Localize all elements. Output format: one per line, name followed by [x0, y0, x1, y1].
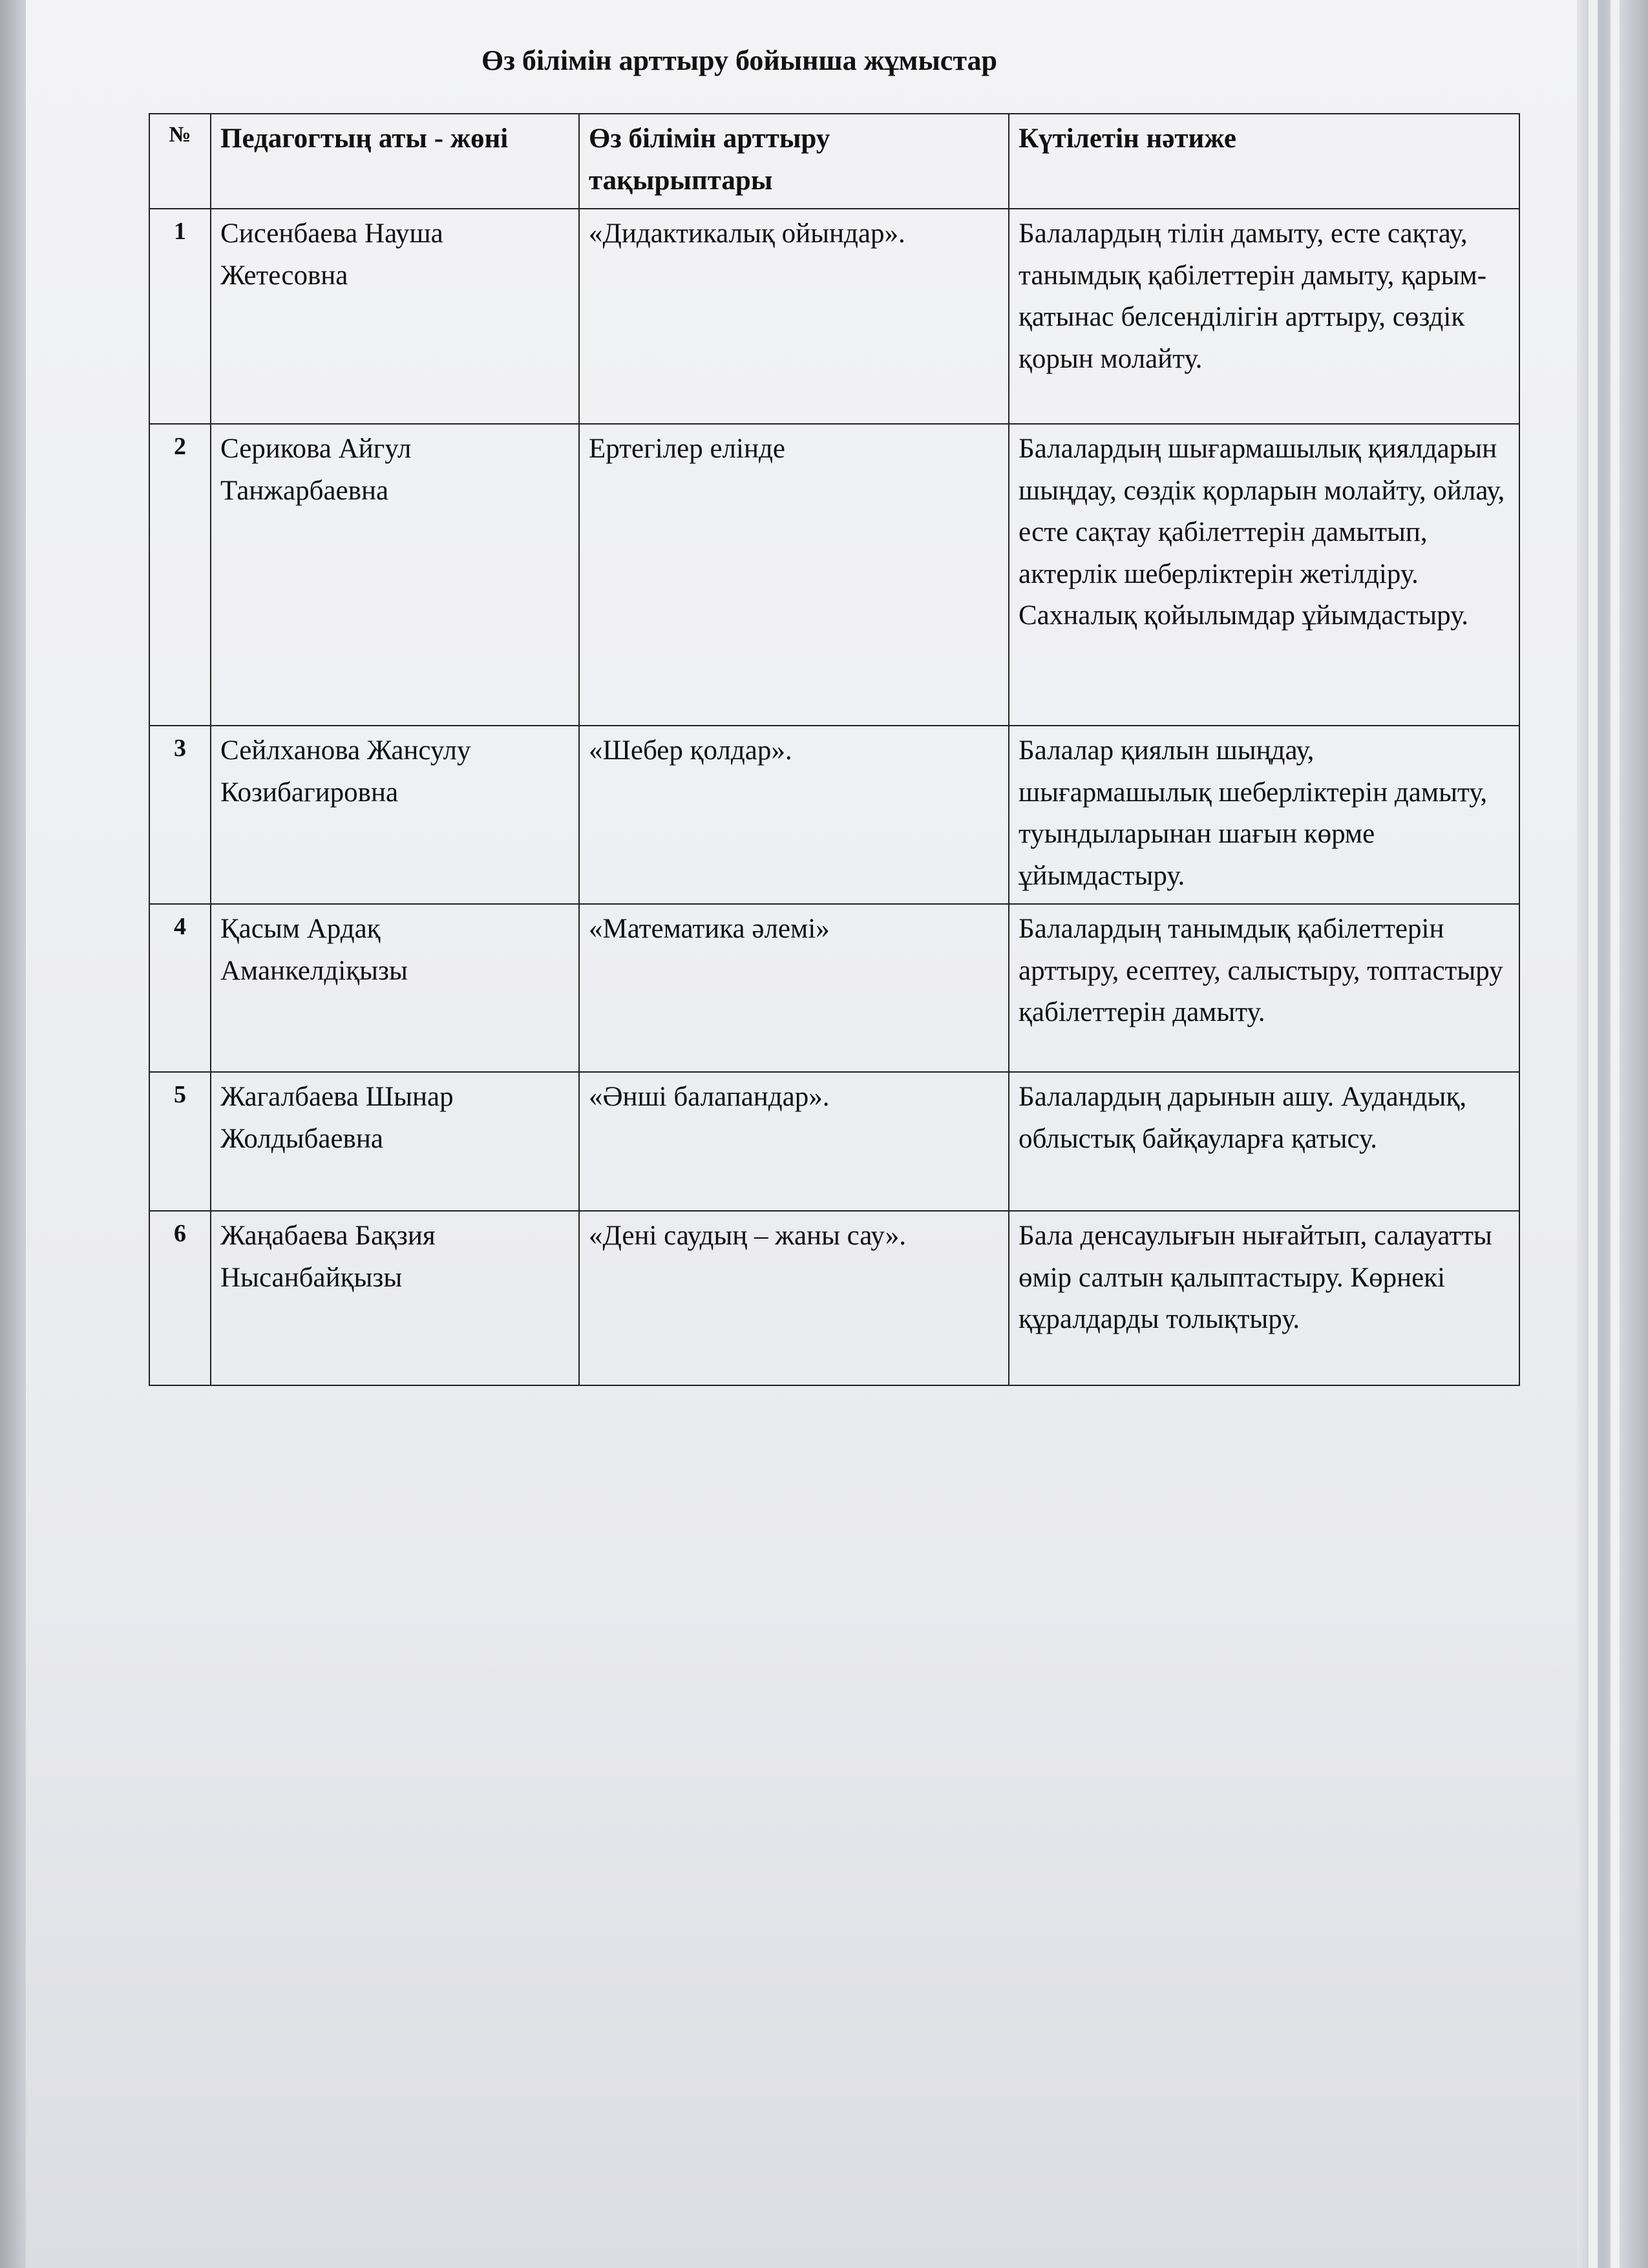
- table-row: [149, 904, 1519, 1072]
- page-edge-strip: [1611, 0, 1620, 2268]
- self-education-table: [149, 113, 1520, 1386]
- row-number: 2: [149, 424, 211, 726]
- row-number: 5: [149, 1072, 211, 1211]
- expected-result: Балалардың дарынын ашу. Аудандық, облыстық байқауларға қатысу.: [1009, 1072, 1519, 1211]
- row-number: 3: [149, 726, 211, 904]
- row-number: 4: [149, 904, 211, 1072]
- teacher-name: Жаңабаева Бақзия Нысанбайқызы: [211, 1211, 579, 1385]
- table-row: [149, 424, 1519, 726]
- topic: «Дені саудың – жаны сау».: [579, 1211, 1009, 1385]
- teacher-name: Жагалбаева Шынар Жолдыбаевна: [211, 1072, 579, 1211]
- expected-result: Балалар қиялын шыңдау, шығармашылық шеберліктерін дамыту, туындыларынан шағын көрме ұйымдастыру.: [1009, 726, 1519, 904]
- table-row: [149, 1211, 1519, 1385]
- row-number: 6: [149, 1211, 211, 1385]
- scan-left-edge: [0, 0, 26, 2268]
- teacher-name: Сисенбаева Науша Жетесовна: [211, 209, 579, 424]
- header-topic: Өз білімін арттыру тақырыптары: [579, 114, 1009, 209]
- teacher-name: Сейлханова Жансулу Козибагировна: [211, 726, 579, 904]
- expected-result: Балалардың тілін дамыту, есте сақтау, танымдық қабілеттерін дамыту, қарым-қатынас белсенділігін арттыру, сөздік қорын молайту.: [1009, 209, 1519, 424]
- topic: «Дидактикалық ойындар».: [579, 209, 1009, 424]
- header-teacher-name: Педагогтың аты - жөні: [211, 114, 579, 209]
- topic: «Шебер қолдар».: [579, 726, 1009, 904]
- topic: «Әнші балапандар».: [579, 1072, 1009, 1211]
- teacher-name: Серикова Айгул Танжарбаевна: [211, 424, 579, 726]
- scan-right-edge: [1577, 0, 1648, 2268]
- document-title: Өз білімін арттыру бойынша жұмыстар: [481, 45, 997, 76]
- table-header-row: [149, 114, 1519, 209]
- expected-result: Балалардың шығармашылық қиялдарын шыңдау, сөздік қорларын молайту, ойлау, есте сақтау қабілеттерін дамытып, актерлік шеберліктерін жетілдіру. Сахналық қойылымдар ұйымдастыру.: [1009, 424, 1519, 726]
- expected-result: Бала денсаулығын нығайтып, салауатты өмір салтын қалыптастыру. Көрнекі құралдарды толықтыру.: [1009, 1211, 1519, 1385]
- header-number: №: [149, 114, 211, 209]
- table-row: [149, 1072, 1519, 1211]
- topic: «Математика әлемі»: [579, 904, 1009, 1072]
- row-number: 1: [149, 209, 211, 424]
- table-row: [149, 209, 1519, 424]
- table-row: [149, 726, 1519, 904]
- header-expected-result: Күтілетін нәтиже: [1009, 114, 1519, 209]
- topic: Ертегілер елінде: [579, 424, 1009, 726]
- page-edge-strip: [1589, 0, 1598, 2268]
- teacher-name: Қасым Ардақ Аманкелдіқызы: [211, 904, 579, 1072]
- expected-result: Балалардың танымдық қабілеттерін арттыру, есептеу, салыстыру, топтастыру қабілеттерін дамыту.: [1009, 904, 1519, 1072]
